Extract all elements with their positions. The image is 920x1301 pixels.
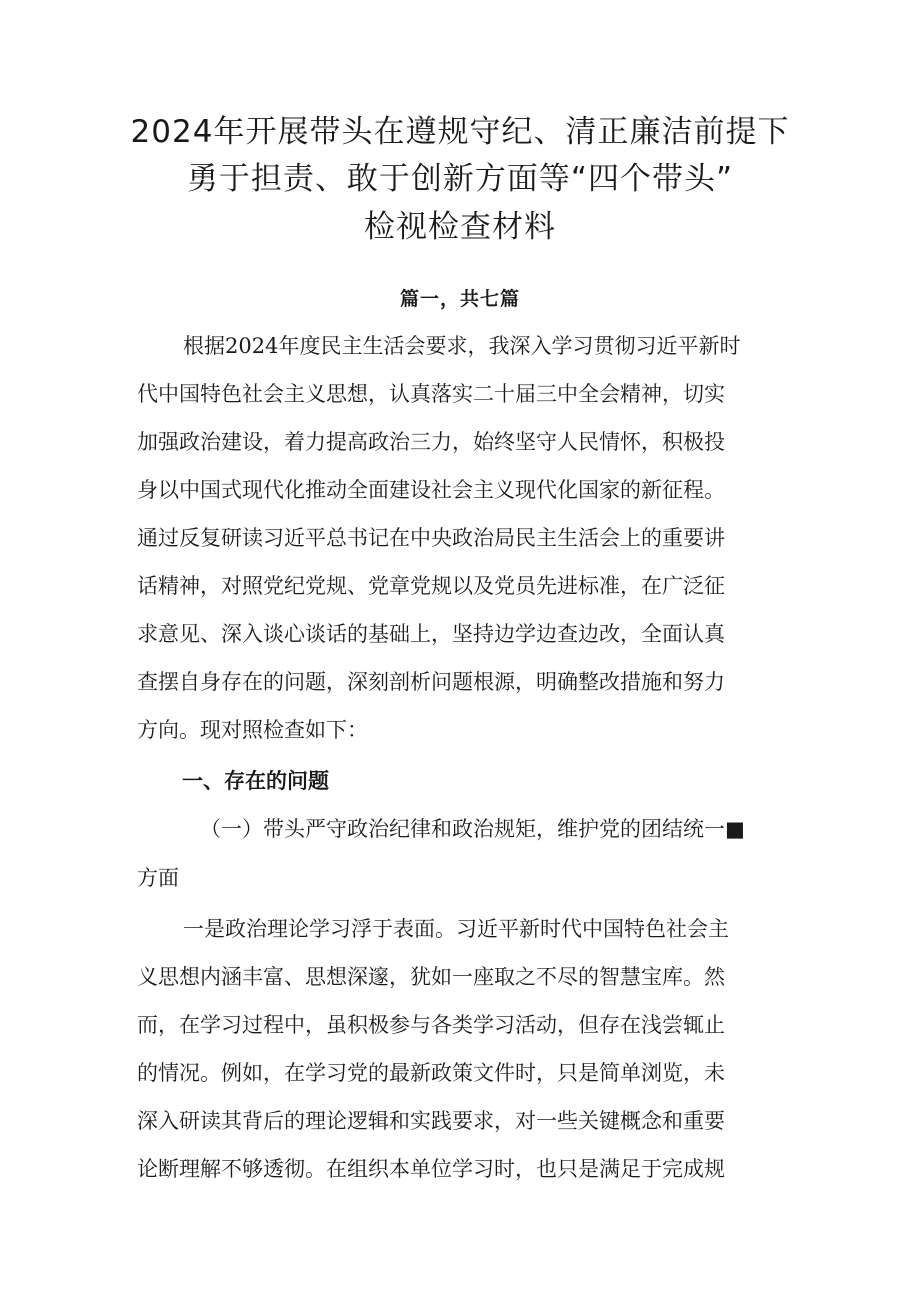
paragraph-1-line: 查摆自身存在的问题，深刻剖析问题根源，明确整改措施和努力 bbox=[137, 670, 725, 694]
paragraph-2-line: 论断理解不够透彻。在组织本单位学习时，也只是满足于完成规 bbox=[137, 1157, 725, 1181]
paragraph-2-line: 义思想内涵丰富、思想深邃，犹如一座取之不尽的智慧宝库。然 bbox=[137, 965, 725, 989]
document-subtitle: 篇一，共七篇 bbox=[399, 288, 520, 310]
paragraph-1-line: 身以中国式现代化推动全面建设社会主义现代化国家的新征程。 bbox=[137, 478, 725, 502]
document-title-line-1: 2024年开展带头在遵规守纪、清正廉洁前提下 bbox=[130, 114, 790, 150]
paragraph-2-line: 深入研读其背后的理论逻辑和实践要求，对一些关键概念和重要 bbox=[137, 1109, 725, 1133]
paragraph-1-line: 代中国特色社会主义思想，认真落实二十届三中全会精神，切实 bbox=[137, 382, 725, 406]
paragraph-1-line: 通过反复研读习近平总书记在中央政治局民主生活会上的重要讲 bbox=[137, 526, 725, 550]
paragraph-1-line: 根据2024年度民主生活会要求，我深入学习贯彻习近平新时 bbox=[183, 334, 741, 358]
paragraph-2-line: 而，在学习过程中，虽积极参与各类学习活动，但存在浅尝辄止 bbox=[137, 1013, 725, 1037]
paragraph-1-line: 求意见、深入谈心谈话的基础上，坚持边学边查边改，全面认真 bbox=[137, 622, 725, 646]
paragraph-2-line: 的情况。例如，在学习党的最新政策文件时，只是简单浏览，未 bbox=[137, 1061, 725, 1085]
subsection-1-heading-line: （一）带头严守政治纪律和政治规矩，维护党的团结统一■ bbox=[200, 817, 745, 841]
document-title-line-2: 勇于担责、敢于创新方面等“四个带头” bbox=[186, 161, 734, 197]
subsection-1-heading-line: 方面 bbox=[137, 866, 179, 890]
section-1-heading: 一、存在的问题 bbox=[182, 768, 329, 793]
paragraph-1-line: 话精神，对照党纪党规、党章党规以及党员先进标准，在广泛征 bbox=[137, 574, 725, 598]
paragraph-1-line: 方向。现对照检查如下： bbox=[137, 718, 368, 742]
paragraph-2-line: 一是政治理论学习浮于表面。习近平新时代中国特色社会主 bbox=[183, 917, 729, 941]
document-title-line-3: 检视检查材料 bbox=[364, 209, 556, 245]
paragraph-1-line: 加强政治建设，着力提高政治三力，始终坚守人民情怀，积极投 bbox=[137, 430, 725, 454]
